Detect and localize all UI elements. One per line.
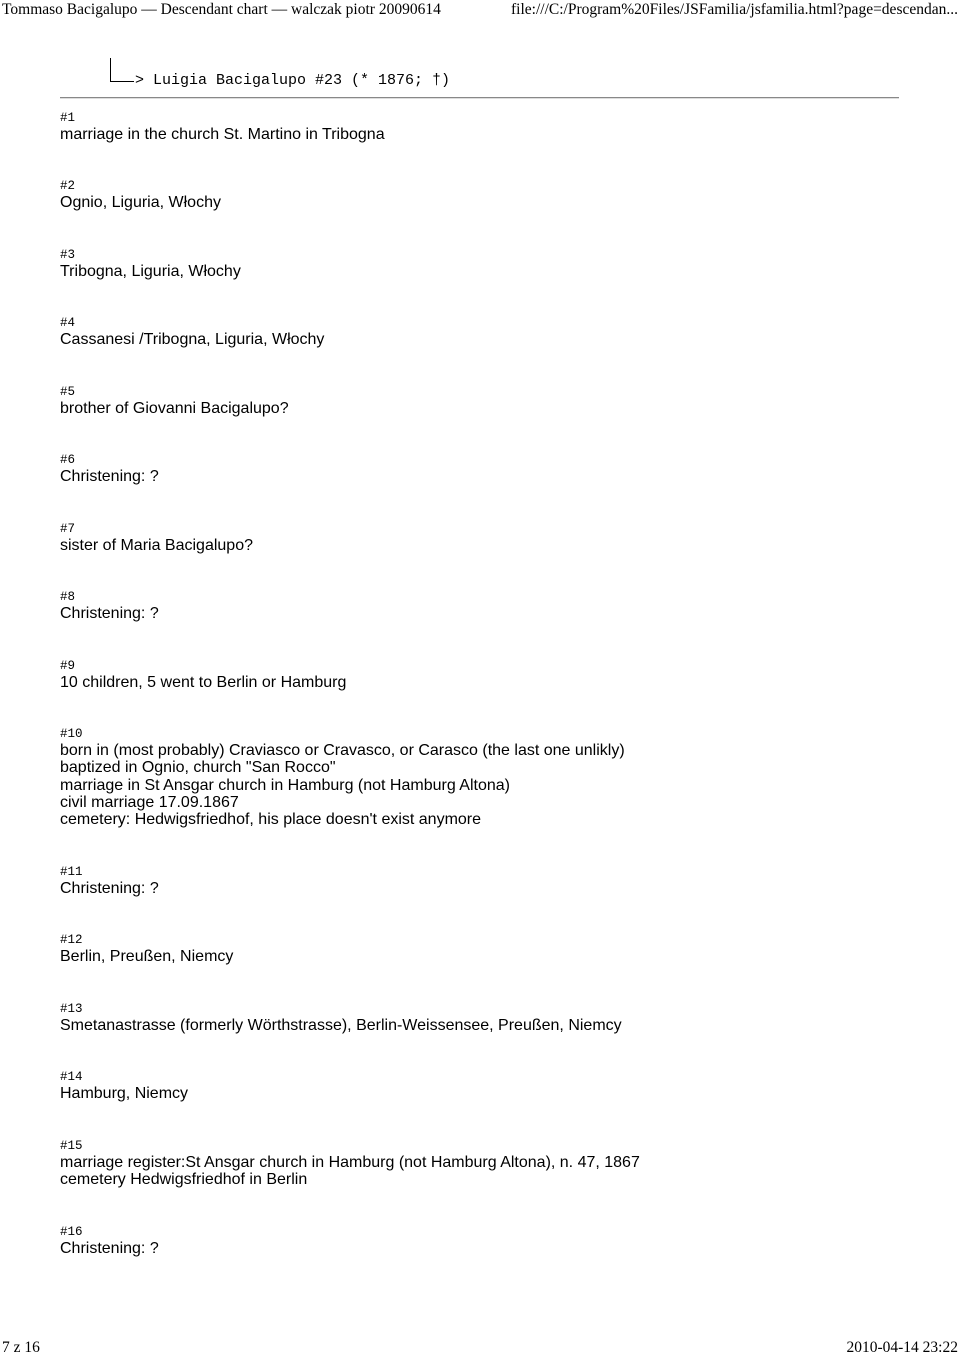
note-text: Hamburg, Niemcy: [60, 1085, 189, 1102]
note-item: [60, 865, 920, 897]
note-number: #16: [60, 1225, 83, 1239]
note-item: [60, 1002, 920, 1034]
print-footer: [0, 1339, 960, 1357]
note-item: [60, 659, 920, 691]
note-item: [60, 453, 920, 485]
note-text: marriage in the church St. Martino in Tribogna: [60, 126, 385, 143]
print-header: [0, 0, 960, 22]
note-number: #1: [60, 111, 76, 125]
note-text: born in (most probably) Craviasco or Cravasco, or Carasco (the last one unlikly): [60, 742, 625, 759]
note-number: #3: [60, 248, 76, 262]
note-number: #13: [60, 1002, 83, 1016]
note-text: Christening: ?: [60, 1240, 159, 1257]
note-number: #10: [60, 727, 83, 741]
note-text: civil marriage 17.09.1867: [60, 793, 239, 811]
note-text: Smetanastrasse (formerly Wörthstrasse), Berlin-Weissensee, Preußen, Niemcy: [60, 1017, 622, 1034]
note-item: [60, 727, 920, 828]
note-item: [60, 933, 920, 965]
note-text: marriage in St Ansgar church in Hamburg (not Hamburg Altona): [60, 776, 510, 794]
note-item: [60, 522, 920, 554]
note-text: marriage register:St Ansgar church in Hamburg (not Hamburg Altona), n. 47, 1867: [60, 1154, 640, 1171]
note-number: #5: [60, 385, 76, 399]
document-title: Tommaso Bacigalupo — Descendant chart — walczak piotr 20090614: [2, 1, 441, 18]
note-item: [60, 248, 920, 280]
note-text: Berlin, Preußen, Niemcy: [60, 948, 234, 965]
note-number: #7: [60, 522, 76, 536]
note-number: #4: [60, 316, 76, 330]
tree-entry-luigia: > Luigia Bacigalupo #23 (* 1876; †): [135, 72, 451, 89]
document-url: file:///C:/Program%20Files/JSFamilia/jsfamilia.html?page=descendan...: [511, 1, 958, 18]
note-text: Christening: ?: [60, 468, 159, 485]
tree-connector-horizontal: [110, 81, 134, 82]
note-item: [60, 316, 920, 348]
note-number: #14: [60, 1070, 83, 1084]
note-number: #15: [60, 1139, 83, 1153]
note-number: #11: [60, 865, 83, 879]
note-text: brother of Giovanni Bacigalupo?: [60, 400, 289, 417]
note-text: Ognio, Liguria, Włochy: [60, 194, 221, 211]
note-text: Christening: ?: [60, 880, 159, 897]
note-number: #6: [60, 453, 76, 467]
note-item: [60, 1225, 920, 1257]
note-item: [60, 179, 920, 211]
page-number: 7 z 16: [2, 1339, 40, 1356]
note-text: sister of Maria Bacigalupo?: [60, 537, 253, 554]
section-divider: [60, 97, 899, 99]
note-text: Cassanesi /Tribogna, Liguria, Włochy: [60, 331, 325, 348]
note-text: cemetery Hedwigsfriedhof in Berlin: [60, 1171, 308, 1189]
print-datetime: 2010-04-14 23:22: [846, 1339, 958, 1356]
note-number: #12: [60, 933, 83, 947]
note-text: baptized in Ognio, church "San Rocco": [60, 759, 336, 777]
note-number: #9: [60, 659, 76, 673]
note-text: 10 children, 5 went to Berlin or Hamburg: [60, 674, 347, 691]
note-item: [60, 590, 920, 622]
note-text: Tribogna, Liguria, Włochy: [60, 263, 241, 280]
note-text: Christening: ?: [60, 605, 159, 622]
note-number: #2: [60, 179, 76, 193]
note-item: [60, 1070, 920, 1102]
tree-connector-vertical: [110, 58, 111, 81]
note-item: [60, 1139, 920, 1189]
descendant-tree-branch: [110, 58, 510, 90]
note-item: [60, 111, 920, 143]
note-text: cemetery: Hedwigsfriedhof, his place doesn't exist anymore: [60, 811, 482, 829]
note-number: #8: [60, 590, 76, 604]
note-item: [60, 385, 920, 417]
